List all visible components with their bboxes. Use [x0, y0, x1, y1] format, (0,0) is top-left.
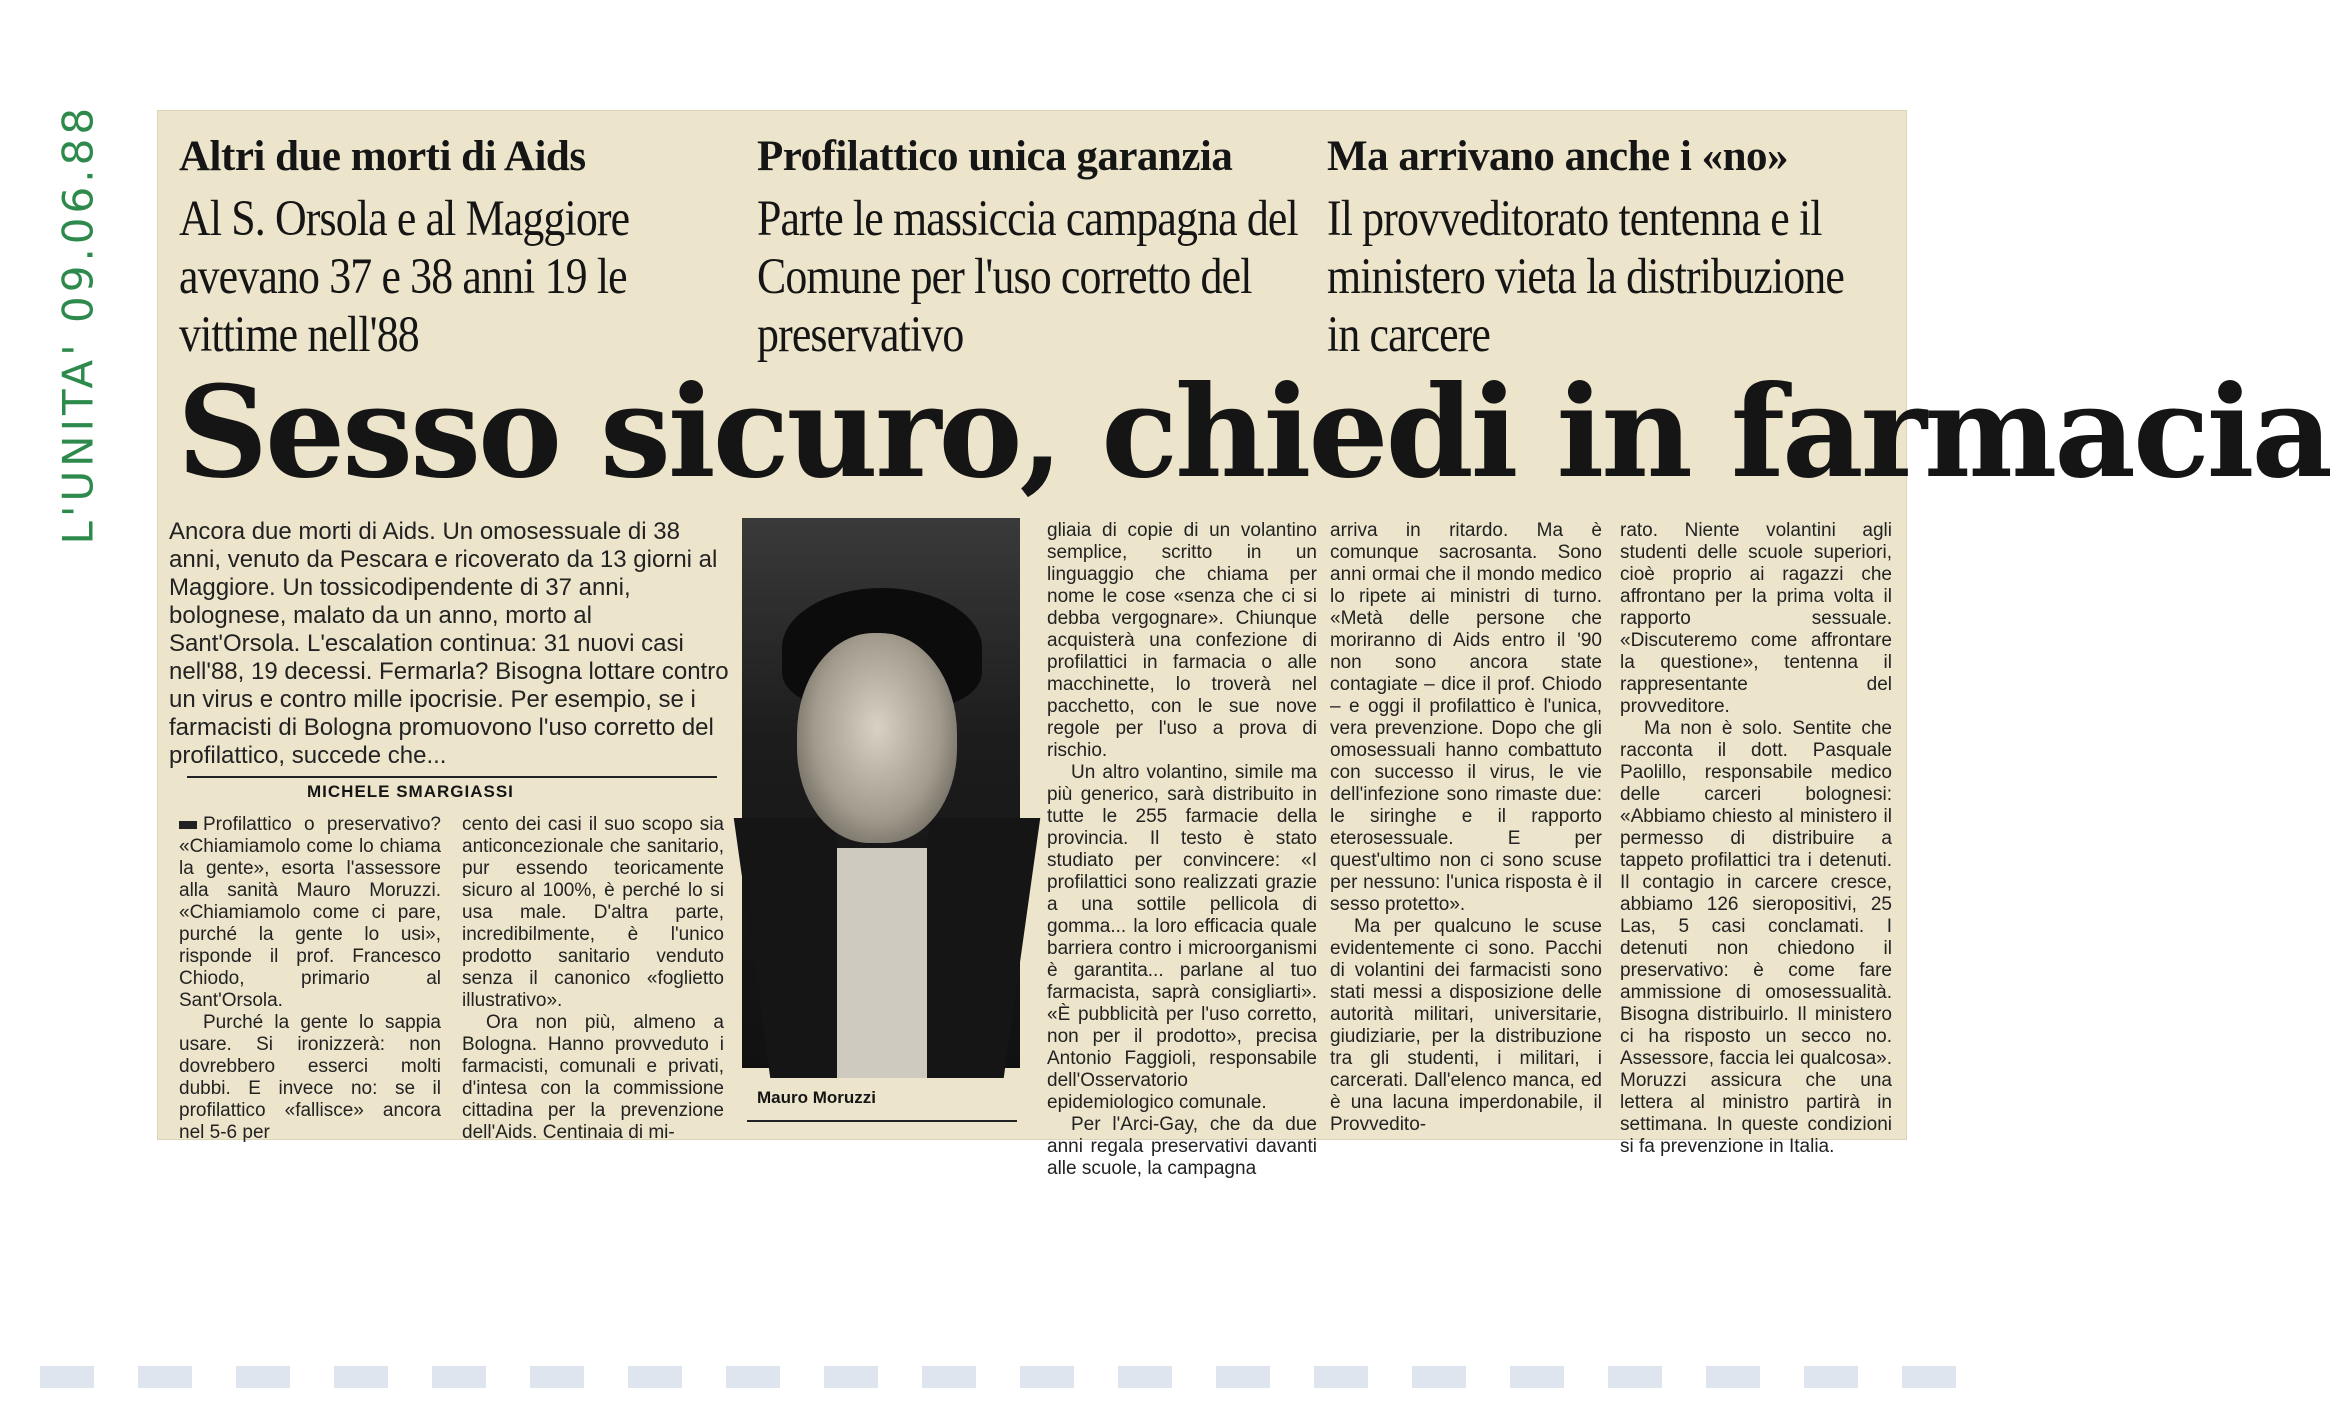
column-4-paragraph: Ma per qualcuno le scuse evidentemente ci sono. Pacchi di volantini dei farmacisti sono stati messi a disposizione delle autorità militari, universitarie, giudiziarie, per la distribuzione tra gli studenti, i militari, i carcerati. Dall'elenco manca, ed è una lacuna imperdonabile, il Provvedito-: [1330, 916, 1602, 1135]
photo-caption: Mauro Moruzzi: [757, 1088, 876, 1107]
column-1-paragraph: Profilattico o preservativo? «Chiamiamolo come lo chiama la gente», esorta l'assessore alla sanità Mauro Moruzzi. «Chiamiamolo come ci pare, purché la gente lo usi», risponde il prof. Francesco Chiodo, primario al Sant'Orsola.: [179, 814, 441, 1011]
column-4-paragraph: arriva in ritardo. Ma è comunque sacrosanta. Sono anni ormai che il mondo medico lo ripete ai ministri di turno. «Metà delle persone che moriranno di Aids entro il '90 non sono ancora state contagiate – dice il prof. Chiodo – e oggi il profilattico è l'unica, vera prevenzione. Dopo che gli omosessuali hanno combattuto con successo il virus, le vie dell'infezione sono rimaste due: le siringhe e il rapporto eterosessuale. E per quest'ultimo non ci sono scuse per nessuno: l'unica risposta è il sesso protetto».: [1330, 520, 1602, 915]
kicker-left: Altri due morti di Aids: [179, 133, 586, 180]
portrait-photo: [742, 518, 1020, 1068]
byline-rule: [187, 776, 717, 778]
caption-rule: [747, 1120, 1017, 1122]
column-4: [1330, 520, 1602, 1136]
column-3: [1047, 520, 1317, 1180]
deck-center: Parte le massiccia campagna del Comune per l'uso corretto del preservativo: [757, 191, 1298, 363]
lead-paragraph: Ancora due morti di Aids. Un omosessuale di 38 anni, venuto da Pescara e ricoverato da 13 giorni al Maggiore. Un tossicodipendente di 37 anni, bolognese, malato da un anno, morto al Sant'Orsola. L'escalation continua: 31 nuovi casi nell'88, 19 decessi. Fermarla? Bisogna lottare contro un virus e contro mille ipocrisie. Per esempio, se i farmacisti di Bologna promuovono l'uso corretto del profilattico, succede che...: [169, 518, 729, 769]
column-2-paragraph: cento dei casi il suo scopo sia anticoncezionale che sanitario, pur essendo teoricamente sicuro al 100%, è perché lo si usa male. D'altra parte, incredibilmente, è l'unico prodotto sanitario venduto senza il canonico «foglietto illustrativo».: [462, 814, 724, 1011]
byline: MICHELE SMARGIASSI: [307, 782, 514, 801]
handwritten-date-note: L'UNITA' 09.06.88: [53, 103, 103, 545]
column-5-paragraph: Ma non è solo. Sentite che racconta il dott. Pasquale Paolillo, responsabile medico delle carceri bolognesi: «Abbiamo chiesto al ministero il permesso di distribuire a tappeto profilattici tra i detenuti. Il contagio in carcere cresce, abbiamo 126 sieropositivi, 25 Las, 5 casi conclamati. I detenuti non chiedono il preservativo: è come fare ammissione di omosessualità. Bisogna distribuirlo. Il ministero ci ha risposto un secco no. Assessore, faccia lei qualcosa». Moruzzi assicura che una lettera al ministro partirà in settimana. In queste condizioni si fa prevenzione in Italia.: [1620, 718, 1892, 1157]
column-2: [462, 814, 724, 1144]
kicker-right: Ma arrivano anche i «no»: [1327, 133, 1788, 180]
paragraph-marker: [179, 821, 197, 829]
newspaper-clipping: [157, 110, 2330, 1179]
column-5: [1620, 520, 1892, 1158]
headline: Sesso sicuro, chiedi in farmacia: [177, 358, 2330, 506]
column-3-paragraph: Per l'Arci-Gay, che da due anni regala preservativi davanti alle scuole, la campagna: [1047, 1114, 1317, 1179]
column-1: [179, 814, 441, 1144]
column-3-paragraph: Un altro volantino, simile ma più generico, sarà distribuito in tutte le 255 farmacie della provincia. Il testo è stato studiato per convincere: «I profilattici sono realizzati grazie a una sottile pellicola di gomma... la loro efficacia quale barriera contro i microorganismi è garantita... parlane al tuo farmacista, saprà consigliarti». «È pubblicità per l'uso corretto, non per il prodotto», precisa Antonio Faggioli, responsabile dell'Osservatorio epidemiologico comunale.: [1047, 762, 1317, 1113]
column-1-paragraph: Purché la gente lo sappia usare. Si ironizzerà: non dovrebbero esserci molti dubbi. E invece no: se il profilattico «fallisce» ancora nel 5-6 per: [179, 1012, 441, 1143]
column-3-paragraph: gliaia di copie di un volantino semplice, scritto in un linguaggio che chiama per nome le cose «senza che ci si debba vergognare». Chiunque acquisterà una confezione di profilattici in farmacia o alle macchinette, lo troverà nel pacchetto, con le sue nove regole per l'uso a prova di rischio.: [1047, 520, 1317, 761]
deck-right: Il provveditorato tentenna e il ministero vieta la distribuzione in carcere: [1327, 191, 1844, 363]
scan-color-strip: [40, 1366, 1956, 1388]
column-5-paragraph: rato. Niente volantini agli studenti delle scuole superiori, cioè proprio ai ragazzi che affrontano per la prima volta il rapporto sessuale. «Discuteremo come affrontare la questione», tentenna il rappresentante del provveditore.: [1620, 520, 1892, 717]
kicker-center: Profilattico unica garanzia: [757, 133, 1233, 180]
column-2-paragraph: Ora non più, almeno a Bologna. Hanno provveduto i farmacisti, comunali e privati, d'intesa con la commissione cittadina per la prevenzione dell'Aids. Centinaia di mi-: [462, 1012, 724, 1143]
deck-left: Al S. Orsola e al Maggiore avevano 37 e 38 anni 19 le vittime nell'88: [179, 191, 630, 363]
